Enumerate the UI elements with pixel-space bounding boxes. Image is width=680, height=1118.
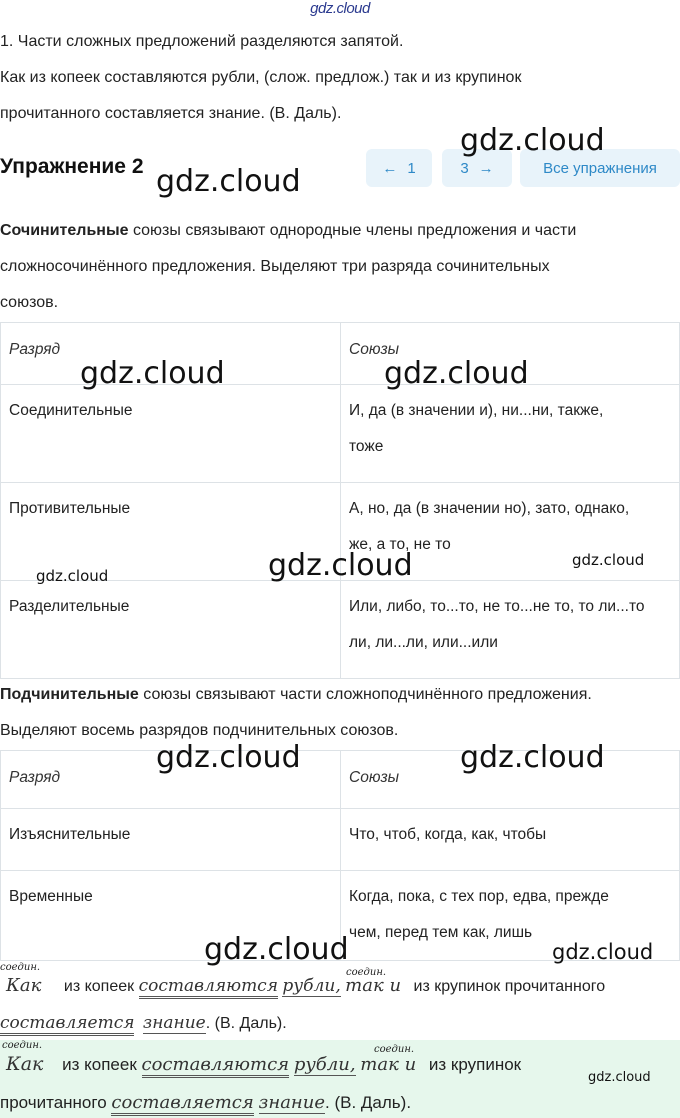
answer-line-2 [0,1013,287,1033]
coord-line-2: сложносочинённого предложения. Выделяют три разряда сочинительных [0,258,550,275]
table-row [1,809,680,871]
predicate-word: составляются [139,976,278,999]
watermark: gdz.cloud [156,740,301,775]
cell-line: ли, ли...ли, или...или [349,634,498,651]
table-cell: Изъяснительные [1,809,341,871]
arrow-right-icon: → [478,159,494,177]
subord-line-2: Выделяют восемь разрядов подчинительных союзов. [0,722,399,739]
prev-exercise-label: 1 [407,159,416,177]
cell-line: А, но, да (в значении но), зато, однако, [349,500,630,517]
answer-word: из копеек [63,978,135,995]
answer-word: из крупинок [428,1055,522,1074]
subject-word: знание [142,1013,206,1033]
answer2-line-2 [0,1092,411,1113]
coord-text: союзы связывают однородные члены предложения и части [128,222,577,239]
intro-line-3: прочитанного составляется знание. (В. Даль). [0,105,342,122]
coord-line-1 [0,222,576,240]
watermark: gdz.cloud [204,932,349,967]
next-exercise-label: 3 [460,159,469,177]
answer-word: из копеек [62,1055,137,1074]
cell-line: тоже [349,438,384,455]
cell-line: Когда, пока, с тех пор, едва, прежде [349,888,609,905]
answer-tail: . (В. Даль). [325,1093,412,1112]
cell-line: же, а то, не то [349,536,451,553]
cell-line: чем, перед тем как, лишь [349,924,533,941]
table-row [1,581,680,679]
table-cell: Противительные [1,483,341,581]
subordinating-table [0,750,680,961]
watermark: gdz.cloud [268,548,413,583]
answer-word: из крупинок прочитанного [413,978,606,995]
coord-line-3: союзов. [0,294,59,311]
watermark: gdz.cloud [552,940,654,964]
conjunction-kak: Как [6,1053,44,1075]
table-cell [341,385,680,483]
table-cell [341,581,680,679]
cell-line: И, да (в значении и), ни...ни, также, [349,402,604,419]
exercise-title: Упражнение 2 [0,155,144,178]
answer-tail: . (В. Даль). [205,1015,287,1032]
table-cell: Что, чтоб, когда, как, чтобы [341,809,680,871]
top-watermark: gdz.cloud [310,0,370,17]
predicate-word: составляются [142,1054,290,1078]
coord-term: Сочинительные [0,222,129,239]
conjunction-kak: Как [6,975,42,996]
conjunction-tak: так и [360,1054,417,1075]
watermark: gdz.cloud [572,551,645,569]
annotation-label: соедин. [346,967,387,978]
subject-word: рубли, [282,976,341,996]
answer-word: прочитанного [0,1093,107,1112]
annotation-label: соедин. [2,1040,43,1051]
arrow-left-icon: ← [382,159,398,177]
predicate-word: составляется [0,1013,134,1036]
all-exercises-label: Все упражнения [543,159,657,177]
watermark: gdz.cloud [460,123,605,158]
watermark: gdz.cloud [588,1070,651,1085]
watermark: gdz.cloud [80,356,225,391]
intro-line-1: 1. Части сложных предложений разделяются запятой. [0,33,404,50]
answer2-line-1 [0,1053,521,1075]
predicate-word: составляется [111,1092,253,1116]
table-cell: Соединительные [1,385,341,483]
header-cell: Разряд [1,751,341,809]
header-cell: Союзы [341,323,680,385]
subord-text: союзы связывают части сложноподчинённого предложения. [138,686,592,703]
table-row [1,385,680,483]
cell-line: Или, либо, то...то, не то...не то, то ли...то [349,598,645,615]
annotation-label: соедин. [0,962,41,973]
watermark: gdz.cloud [156,164,301,199]
subord-term: Подчинительные [0,686,139,703]
table-cell: Разделительные [1,581,341,679]
header-cell: Разряд [1,323,341,385]
answer-line-1 [0,975,605,996]
header-cell: Союзы [341,751,680,809]
annotation-label: соедин. [374,1044,415,1055]
subject-word: знание [258,1092,326,1113]
table-cell: Временные [1,871,341,961]
watermark: gdz.cloud [384,356,529,391]
subject-word: рубли, [293,1054,356,1075]
watermark: gdz.cloud [36,567,109,585]
intro-line-2: Как из копеек составляются рубли, (слож. предлож.) так и из крупинок [0,69,522,86]
conjunction-tak: так и [345,975,402,996]
prev-exercise-button[interactable] [366,149,432,187]
subord-line-1 [0,686,592,704]
watermark: gdz.cloud [460,740,605,775]
